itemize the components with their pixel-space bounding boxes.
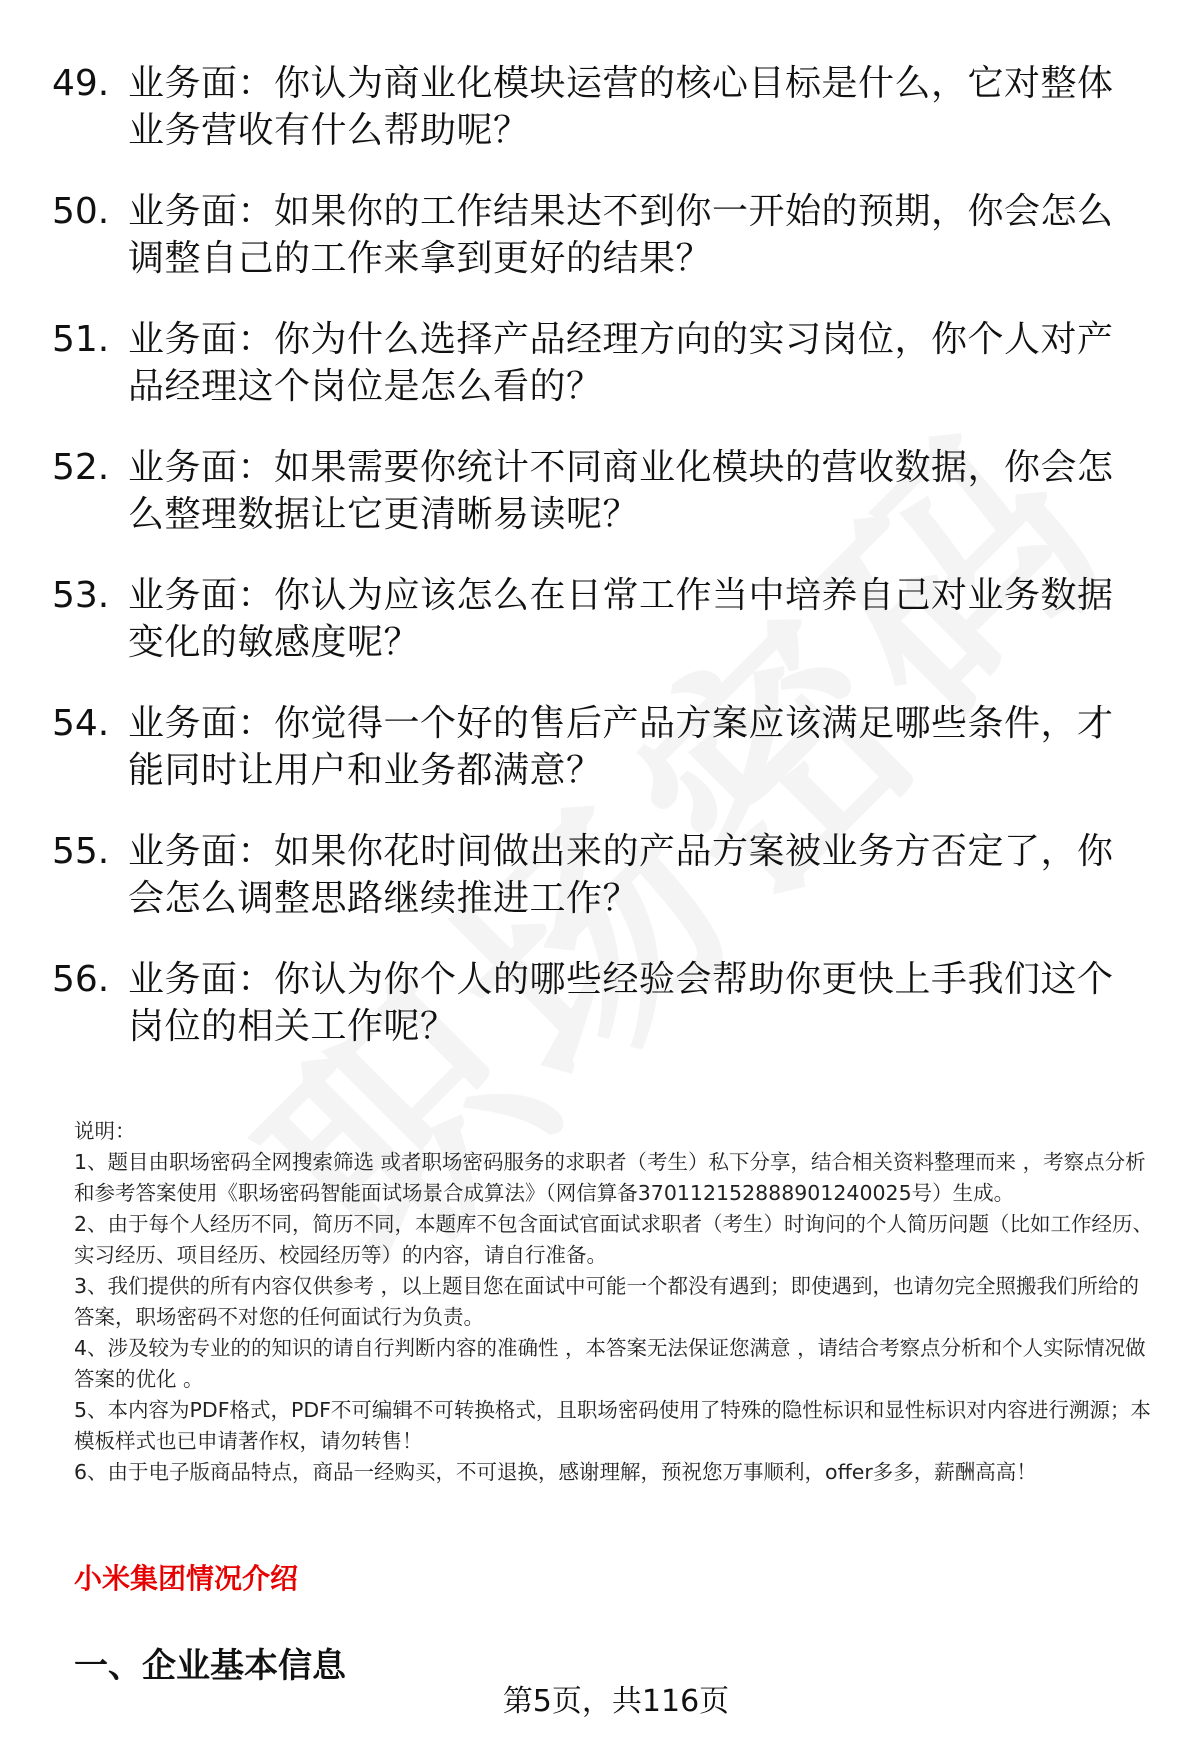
- company-intro-title: 小米集团情况介绍: [74, 1562, 299, 1595]
- question-text: 业务面：如果需要你统计不同商业化模块的营收数据，你会怎么整理数据让它更清晰易读呢？: [128, 447, 1114, 535]
- question-number: 49.: [52, 63, 110, 104]
- question-number: 56.: [52, 959, 110, 1000]
- question-item: [52, 444, 1152, 538]
- note-item: 5、本内容为PDF格式，PDF不可编辑不可转换格式，且职场密码使用了特殊的隐性标识和显性标识对内容进行溯源；本模板样式也已申请著作权，请勿转售！: [74, 1398, 1151, 1453]
- note-item: 3、我们提供的所有内容仅供参考 ，以上题目您在面试中可能一个都没有遇到；即使遇到，也请勿完全照搬我们所给的答案，职场密码不对您的任何面试行为负责。: [74, 1274, 1140, 1329]
- question-text: 业务面：你为什么选择产品经理方向的实习岗位，你个人对产品经理这个岗位是怎么看的？: [128, 319, 1114, 407]
- question-item: [52, 828, 1152, 922]
- question-item: [52, 700, 1152, 794]
- question-list: [52, 60, 1152, 1084]
- question-text: 业务面：你认为你个人的哪些经验会帮助你更快上手我们这个岗位的相关工作呢？: [128, 959, 1114, 1047]
- question-item: [52, 956, 1152, 1050]
- question-item: [52, 572, 1152, 666]
- question-number: 51.: [52, 319, 110, 360]
- question-number: 50.: [52, 191, 110, 232]
- question-number: 52.: [52, 447, 110, 488]
- note-item: 6、由于电子版商品特点，商品一经购买，不可退换，感谢理解，预祝您万事顺利，offer多多，薪酬高高！: [74, 1460, 1037, 1484]
- note-item: 2、由于每个人经历不同，简历不同，本题库不包含面试官面试求职者（考生）时询问的个人简历问题（比如工作经历、实习经历、项目经历、校园经历等）的内容，请自行准备。: [74, 1212, 1154, 1267]
- section-heading: 一、企业基本信息: [74, 1646, 346, 1686]
- question-item: [52, 60, 1152, 154]
- question-number: 53.: [52, 575, 110, 616]
- question-number: 54.: [52, 703, 110, 744]
- note-item: 1、题目由职场密码全网搜索筛选 或者职场密码服务的求职者（考生）私下分享，结合相关资料整理而来 ，考察点分析和参考答案使用《职场密码智能面试场景合成算法》（网信算备370112152888901240025号）生成。: [74, 1150, 1146, 1205]
- question-text: 业务面：你觉得一个好的售后产品方案应该满足哪些条件，才能同时让用户和业务都满意？: [128, 703, 1114, 791]
- page-number: 第5页，共116页: [502, 1684, 730, 1719]
- question-text: 业务面：如果你花时间做出来的产品方案被业务方否定了，你会怎么调整思路继续推进工作？: [128, 831, 1114, 919]
- disclaimer-notes: [74, 1116, 1154, 1488]
- question-text: 业务面：如果你的工作结果达不到你一开始的预期，你会怎么调整自己的工作来拿到更好的结果？: [128, 191, 1114, 279]
- notes-title: 说明：: [74, 1119, 136, 1143]
- question-text: 业务面：你认为应该怎么在日常工作当中培养自己对业务数据变化的敏感度呢？: [128, 575, 1114, 663]
- note-item: 4、涉及较为专业的的知识的请自行判断内容的准确性 ，本答案无法保证您满意 ，请结合考察点分析和个人实际情况做答案的优化 。: [74, 1336, 1146, 1391]
- question-number: 55.: [52, 831, 110, 872]
- question-text: 业务面：你认为商业化模块运营的核心目标是什么，它对整体业务营收有什么帮助呢？: [128, 63, 1114, 151]
- question-item: [52, 316, 1152, 410]
- question-item: [52, 188, 1152, 282]
